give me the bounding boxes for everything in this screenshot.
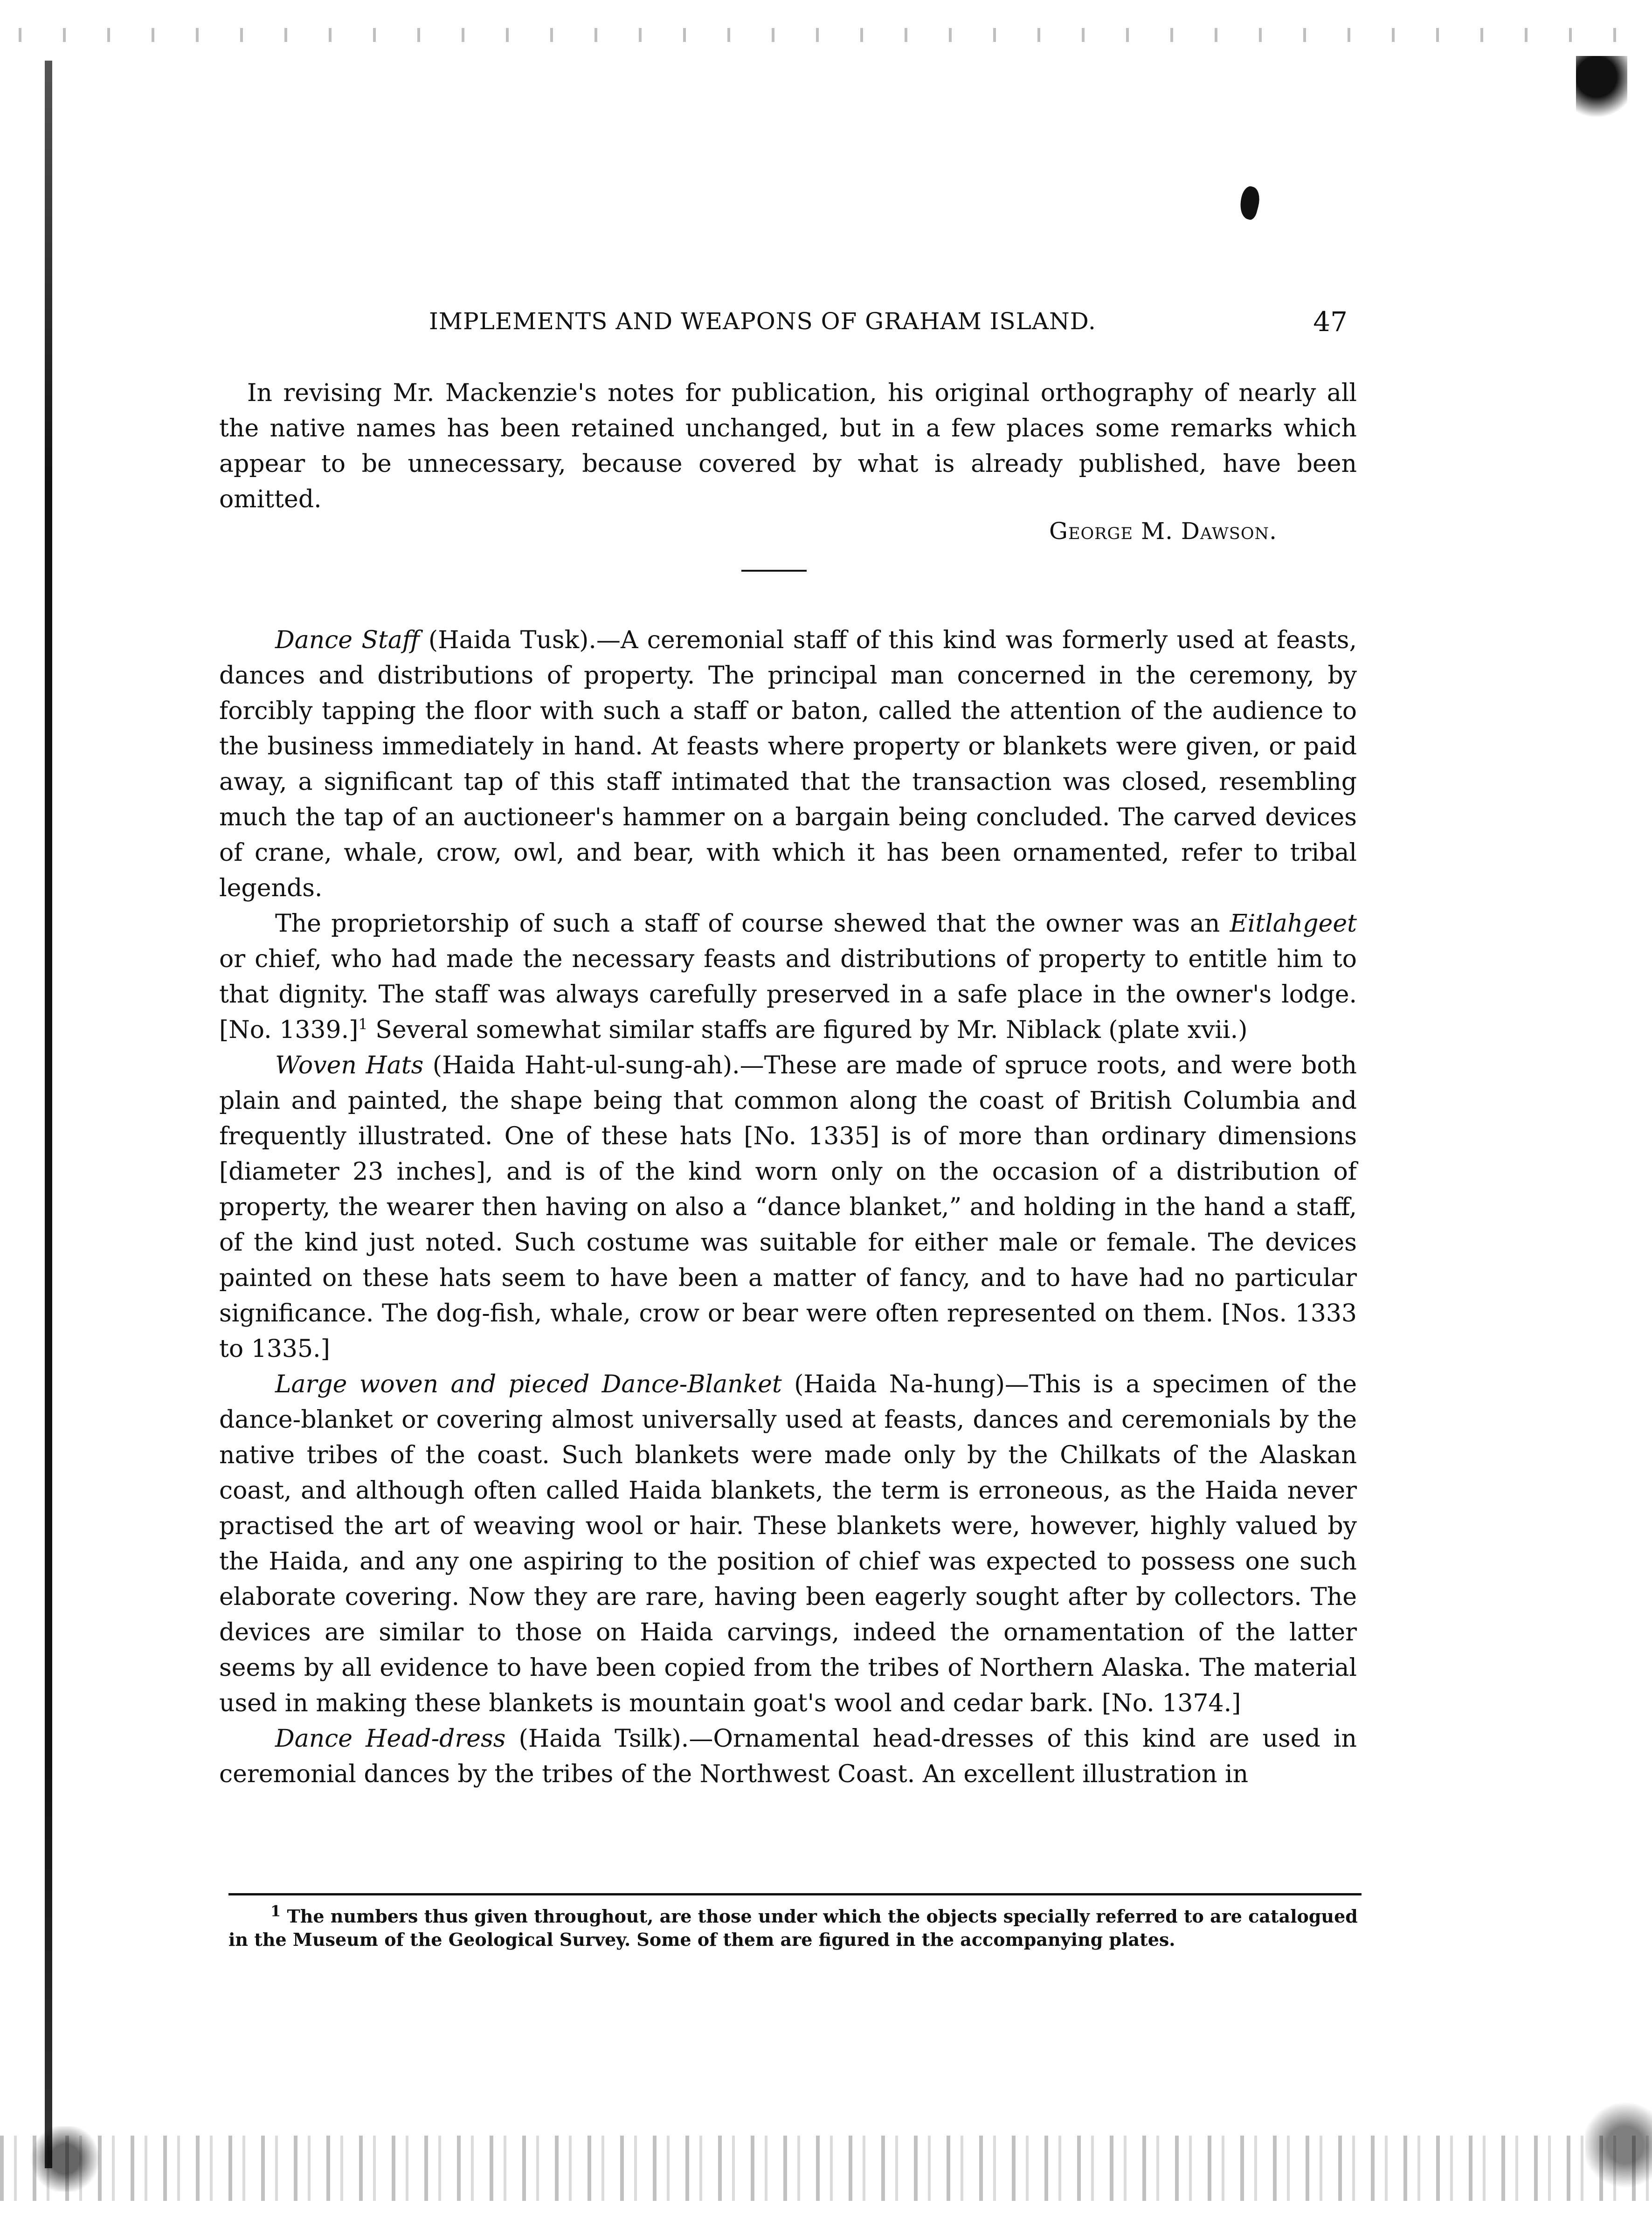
page-title: IMPLEMENTS AND WEAPONS OF GRAHAM ISLAND. <box>429 308 1096 335</box>
page-number: 47 <box>1313 306 1348 338</box>
native-term: Eitlahgeet <box>1230 910 1357 938</box>
footnote-text: in the Museum of the Geological Survey. Some of them are figured in the accompanying plates. <box>228 1929 1175 1950</box>
entry-dance-head-dress: Dance Head-dress (Haida Tsilk).—Ornamental head-dresses of this kind are used in ceremonial dances by the tribes of the Northwest Coast. An excellent illustration in <box>219 1725 1357 1788</box>
signature: George M. Dawson. <box>1049 518 1278 545</box>
entry-text: or chief, who had made the necessary feasts and distributions of property to entitle him to that dignity. The staff was always carefully preserved in a safe place in the owner's lodge. [No. 1339.] <box>219 945 1357 1044</box>
entry-text: A ceremonial staff of this kind was formerly used at feasts, dances and distributions of property. The principal man concerned in the ceremony, by forcibly tapping the floor with such a staff or baton, called the attention of the audience to the business immediately in hand. At feasts where property or blankets were given, or paid away, a significant tap of this staff intimated that the transaction was closed, resembling much the tap of an auctioneer's hammer on a bargain being concluded. The carved devices of crane, whale, crow, owl, and bear, with which it has been ornamented, refer to tribal legends. <box>219 626 1357 902</box>
entry-text: The proprietorship of such a staff of course shewed that the owner was an <box>275 910 1230 938</box>
entry-staff-continued <box>219 906 1357 1048</box>
footnote-line-1 <box>228 1902 1362 1928</box>
entry-text: This is a specimen of the dance-blanket or covering almost universally used at feasts, dances and ceremonials by the native tribes of the coast. Such blankets were made only by the Chilkats of the Alaskan coast, and although often called Haida blankets, the term is erroneous, as the Haida never practised the art of weaving wool or hair. These blankets were, however, highly valued by the Haida, and any one aspiring to the position of chief was expected to possess one such elaborate covering. Now they are rare, having been eagerly sought after by collectors. The devices are similar to those on Haida carvings, indeed the ornamentation of the latter seems by all evidence to have been copied from the tribes of Northern Alaska. The material used in making these blankets is mountain goat's wool and cedar bark. [No. 1374.] <box>219 1370 1357 1717</box>
entry-native: Haida Na-hung <box>803 1370 995 1398</box>
entry-text: Several somewhat similar staffs are figured by Mr. Niblack (plate xvii.) <box>367 1016 1248 1044</box>
entry-text: Ornamental head-dresses of this kind are used in ceremonial dances by the tribes of the Northwest Coast. An excellent illustration in <box>219 1725 1357 1788</box>
footnote <box>228 1902 1362 1951</box>
entry-dance-blanket: Large woven and pieced Dance-Blanket (Haida Na-hung)—This is a specimen of the dance-blanket or covering almost universally used at feasts, dances and ceremonials by the native tribes of the coast. Such blankets were made only by the Chilkats of the Alaskan coast, and although often called Haida blankets, the term is erroneous, as the Haida never practised the art of weaving wool or hair. These blankets were, however, highly valued by the Haida, and any one aspiring to the position of chief was expected to possess one such elaborate covering. Now they are rare, having been eagerly sought after by collectors. The devices are similar to those on Haida carvings, indeed the ornamentation of the latter seems by all evidence to have been copied from the tribes of Northern Alaska. The material used in making these blankets is mountain goat's wool and cedar bark. [No. 1374.] <box>219 1370 1357 1717</box>
entries-block <box>219 622 1357 1792</box>
intro-paragraph: In revising Mr. Mackenzie's notes for publication, his original orthography of nearly all the native names has been retained unchanged, but in a few places some remarks which appear to be unnecessary, because covered by what is already published, have been omitted. <box>219 379 1357 513</box>
entry-text: These are made of spruce roots, and were both plain and painted, the shape being that common along the coast of British Columbia and frequently illustrated. One of these hats [No. 1335] is of more than ordinary dimensions [diameter 23 inches], and is of the kind worn only on the occasion of a distribution of property, the wearer then having on also a “dance blanket,” and holding in the hand a staff, of the kind just noted. Such costume was suitable for either male or female. The devices painted on these hats seem to have been a matter of fancy, and to have had no particular significance. The dog-fish, whale, crow or bear were often represented on them. [Nos. 1333 to 1335.] <box>219 1051 1357 1363</box>
entry-heading: Dance Staff <box>275 626 420 654</box>
entry-native: Haida Tusk <box>438 626 580 654</box>
scan-corner-blot <box>1576 56 1627 126</box>
entry-dance-staff: Dance Staff (Haida Tusk).—A ceremonial staff of this kind was formerly used at feasts, dances and distributions of property. The principal man concerned in the ceremony, by forcibly tapping the floor with such a staff or baton, called the attention of the audience to the business immediately in hand. At feasts where property or blankets were given, or paid away, a significant tap of this staff intimated that the transaction was closed, resembling much the tap of an auctioneer's hammer on a bargain being concluded. The carved devices of crane, whale, crow, owl, and bear, with which it has been ornamented, refer to tribal legends. <box>219 626 1357 902</box>
ink-mark <box>1237 185 1263 221</box>
running-head <box>429 308 1352 340</box>
footnote-marker: 1 <box>270 1902 281 1920</box>
entry-heading: Dance Head-dress <box>275 1725 506 1753</box>
footnote-rule <box>228 1893 1362 1895</box>
entry-native: Haida Tsilk <box>528 1725 672 1753</box>
entry-heading: Woven Hats <box>275 1051 424 1079</box>
footnote-ref: 1 <box>358 1015 368 1033</box>
scan-top-edge <box>0 28 1652 42</box>
section-divider <box>741 570 807 572</box>
entry-native: Haida Haht-ul-sung-ah <box>442 1051 723 1079</box>
intro-block <box>219 375 1357 517</box>
scan-bottom-edge <box>0 2136 1652 2201</box>
footnote-text: The numbers thus given throughout, are those under which the objects specially referred to are catalogued <box>287 1906 1358 1927</box>
entry-heading: Large woven and pieced Dance-Blanket <box>275 1370 782 1398</box>
entry-woven-hats: Woven Hats (Haida Haht-ul-sung-ah).—These are made of spruce roots, and were both plain and painted, the shape being that common along the coast of British Columbia and frequently illustrated. One of these hats [No. 1335] is of more than ordinary dimensions [diameter 23 inches], and is of the kind worn only on the occasion of a distribution of property, the wearer then having on also a “dance blanket,” and holding in the hand a staff, of the kind just noted. Such costume was suitable for either male or female. The devices painted on these hats seem to have been a matter of fancy, and to have had no particular significance. The dog-fish, whale, crow or bear were often represented on them. [Nos. 1333 to 1335.] <box>219 1051 1357 1363</box>
binding-shadow <box>45 61 52 2168</box>
